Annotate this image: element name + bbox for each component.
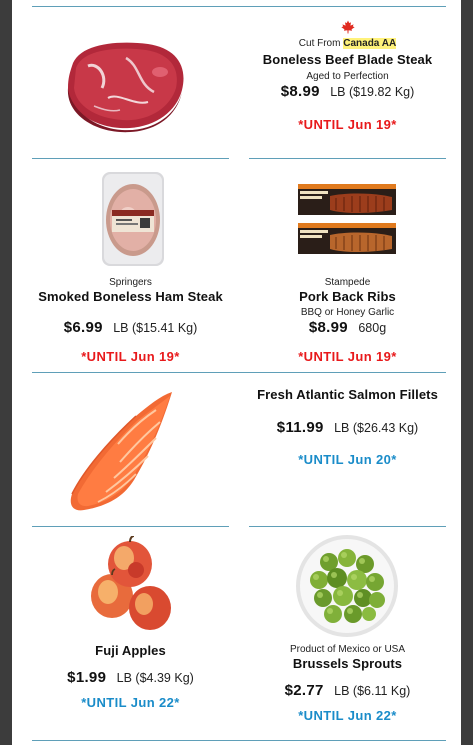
flyer-sheet <box>12 0 461 745</box>
product-tagline: Aged to Perfection <box>306 71 389 82</box>
product-sprouts <box>249 644 446 723</box>
divider-top <box>32 6 446 7</box>
product-name: Smoked Boneless Ham Steak <box>38 289 223 304</box>
offer-until: *UNTIL Jun 19* <box>298 117 397 132</box>
divider-bottom <box>32 740 446 741</box>
divider-row3-left <box>32 526 229 527</box>
divider-row1-right <box>249 158 446 159</box>
product-name: Fuji Apples <box>95 643 166 658</box>
product-brand: Springers <box>109 277 152 288</box>
offer-until: *UNTIL Jun 22* <box>298 708 397 723</box>
product-unit-price: LB ($6.11 Kg) <box>334 684 411 698</box>
origin-prefix: Cut From <box>298 38 341 49</box>
brussels-sprouts-image <box>295 534 399 638</box>
product-tagline: BBQ or Honey Garlic <box>300 307 395 318</box>
product-ham <box>32 277 229 364</box>
product-brand: Stampede <box>324 277 371 288</box>
product-name: Pork Back Ribs <box>299 289 396 304</box>
product-price: $2.77 <box>284 682 324 699</box>
product-unit-price: LB ($15.41 Kg) <box>113 321 198 335</box>
product-beef <box>249 20 446 132</box>
product-price: $8.99 <box>280 83 320 100</box>
maple-leaf-icon <box>249 20 446 36</box>
product-salmon <box>249 387 446 467</box>
origin-highlight: Canada AA <box>343 38 397 49</box>
product-price: $6.99 <box>63 319 103 336</box>
product-name: Fresh Atlantic Salmon Fillets <box>257 387 438 402</box>
offer-until: *UNTIL Jun 22* <box>81 695 180 710</box>
product-name: Boneless Beef Blade Steak <box>262 52 433 67</box>
product-price: $11.99 <box>276 419 324 436</box>
divider-row1-left <box>32 158 229 159</box>
product-origin: Product of Mexico or USA <box>289 644 406 655</box>
product-weight: 680g <box>358 321 387 335</box>
pork-ribs-image <box>298 184 396 254</box>
fuji-apples-image <box>86 536 176 634</box>
product-apples <box>32 643 229 710</box>
ham-steak-image <box>98 170 168 268</box>
product-price: $8.99 <box>308 319 348 336</box>
product-price: $1.99 <box>67 669 107 686</box>
offer-until: *UNTIL Jun 19* <box>81 349 180 364</box>
divider-row2 <box>32 372 446 373</box>
offer-until: *UNTIL Jun 20* <box>298 452 397 467</box>
offer-until: *UNTIL Jun 19* <box>298 349 397 364</box>
salmon-fillet-image <box>64 388 190 514</box>
product-ribs <box>249 277 446 364</box>
divider-row3-right <box>249 526 446 527</box>
product-unit-price: LB ($4.39 Kg) <box>116 671 194 685</box>
product-unit-price: LB ($19.82 Kg) <box>330 85 415 99</box>
beef-steak-image <box>64 36 189 136</box>
product-name: Brussels Sprouts <box>292 656 403 671</box>
product-unit-price: LB ($26.43 Kg) <box>334 421 419 435</box>
